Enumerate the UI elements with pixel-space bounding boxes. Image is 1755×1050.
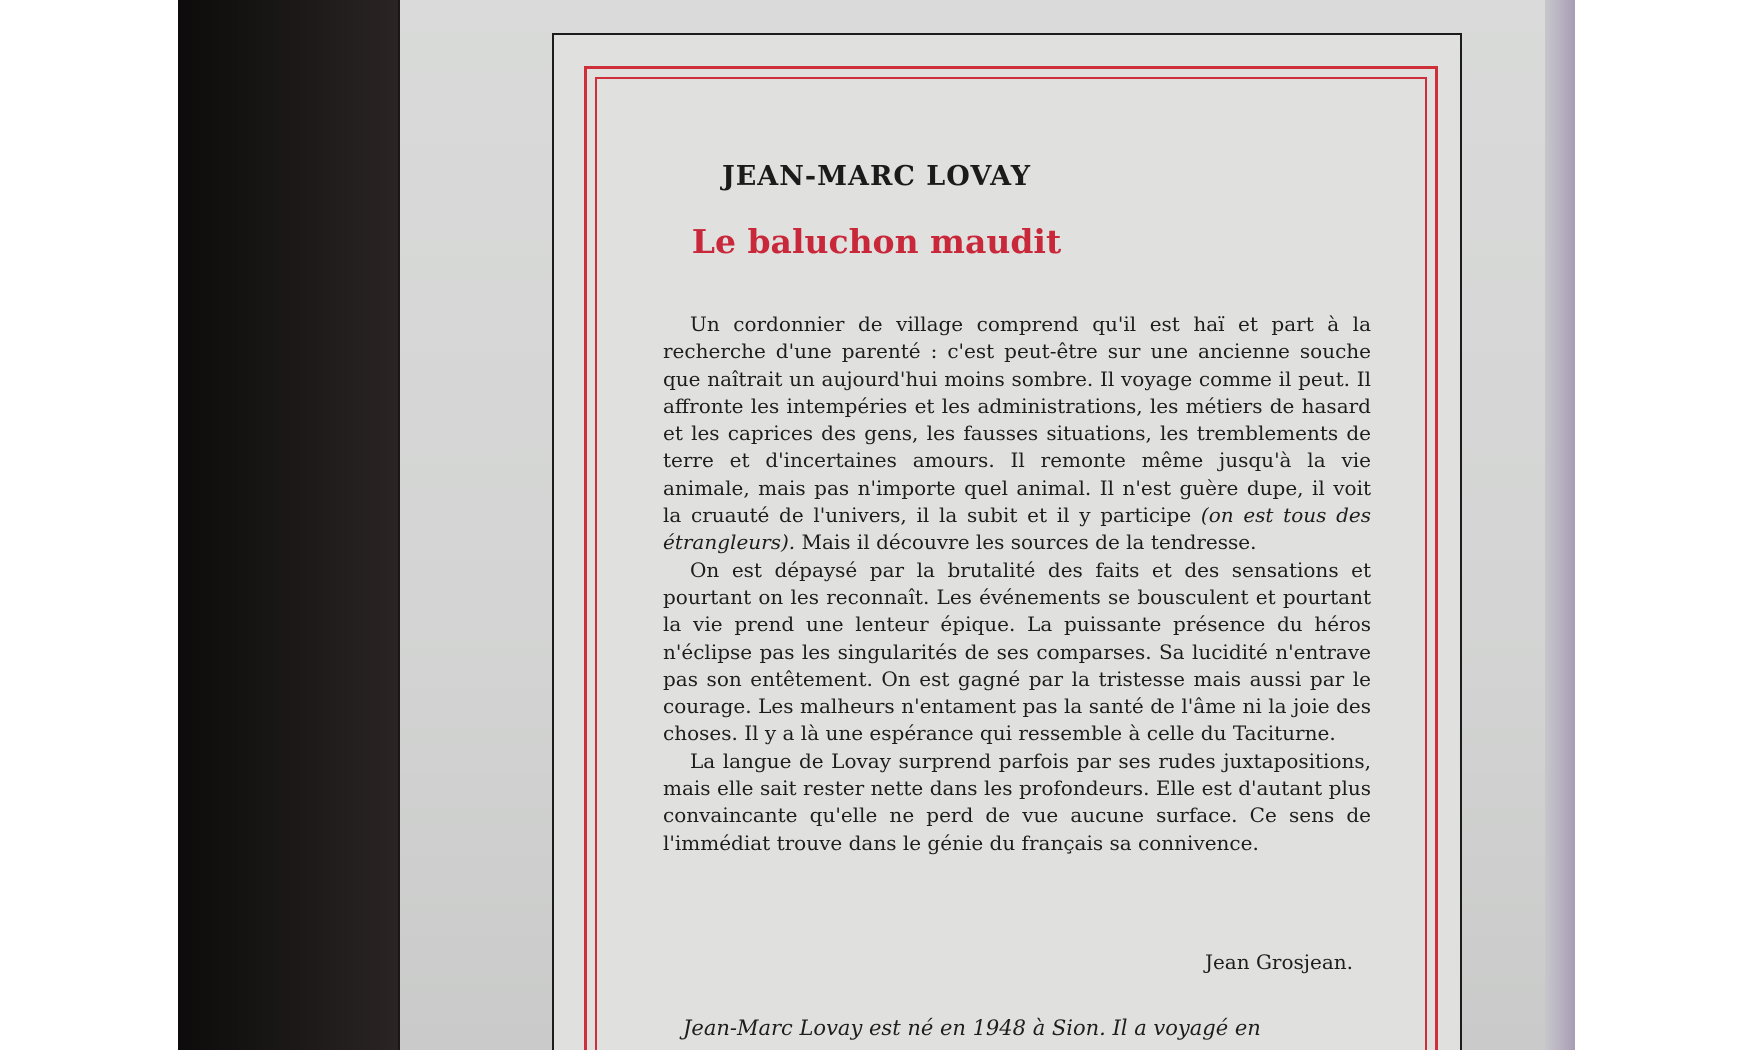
blurb-paragraph-3: La langue de Lovay surprend parfois par ses rudes juxtapositions, mais elle sait rester nette dans les profondeurs. Elle est d'autant plus convaincante qu'elle ne perd de vue aucune surface. Ce sens de l'immédiat trouve dans le génie du français sa connivence.	[663, 748, 1371, 855]
blurb-paragraph-1-end: Mais il découvre les sources de la tendresse.	[801, 530, 1257, 555]
blurb-paragraph-1-main: Un cordonnier de village comprend qu'il est haï et part à la recherche d'une parenté : c'est peut-être sur une ancienne souche que naîtrait un aujourd'hui moins sombre. Il voyage comme il peut. Il affronte les intempéries et les administrations, les métiers de hasard et les caprices des gens, les fausses situations, les tremblements de terre et d'incertaines amours. Il remonte même jusqu'à la vie animale, mais pas n'importe quel animal. Il n'est guère dupe, il voit la cruauté de l'univers, il la subit et il y participe	[663, 312, 1371, 528]
book-title: Le baluchon maudit	[691, 222, 1062, 261]
blurb-paragraph-1-italic: (on est tous des étrangleurs).	[663, 503, 1372, 555]
author-bio-line: Jean-Marc Lovay est né en 1948 à Sion. Il a voyagé en	[683, 1016, 1261, 1040]
blurb-text	[663, 311, 1371, 857]
blurb-signature: Jean Grosjean.	[1204, 950, 1353, 974]
dark-background	[178, 0, 398, 1050]
plastic-sleeve-edge	[1545, 0, 1575, 1050]
blurb-paragraph-1	[663, 311, 1371, 557]
book-photo	[178, 0, 1575, 1050]
author-name: JEAN-MARC LOVAY	[721, 161, 1032, 192]
blurb-paragraph-2: On est dépaysé par la brutalité des faits et des sensations et pourtant on les reconnaît. Les événements se bousculent et pourtant la vie prend une lenteur épique. La puissante présence du héros n'éclipse pas les singularités de ses comparses. Sa lucidité n'entrave pas son entêtement. On est gagné par la tristesse mais aussi par le courage. Les malheurs n'entament pas la santé de l'âme ni la joie des choses. Il y a là une espérance qui ressemble à celle du Taciturne.	[663, 557, 1371, 746]
